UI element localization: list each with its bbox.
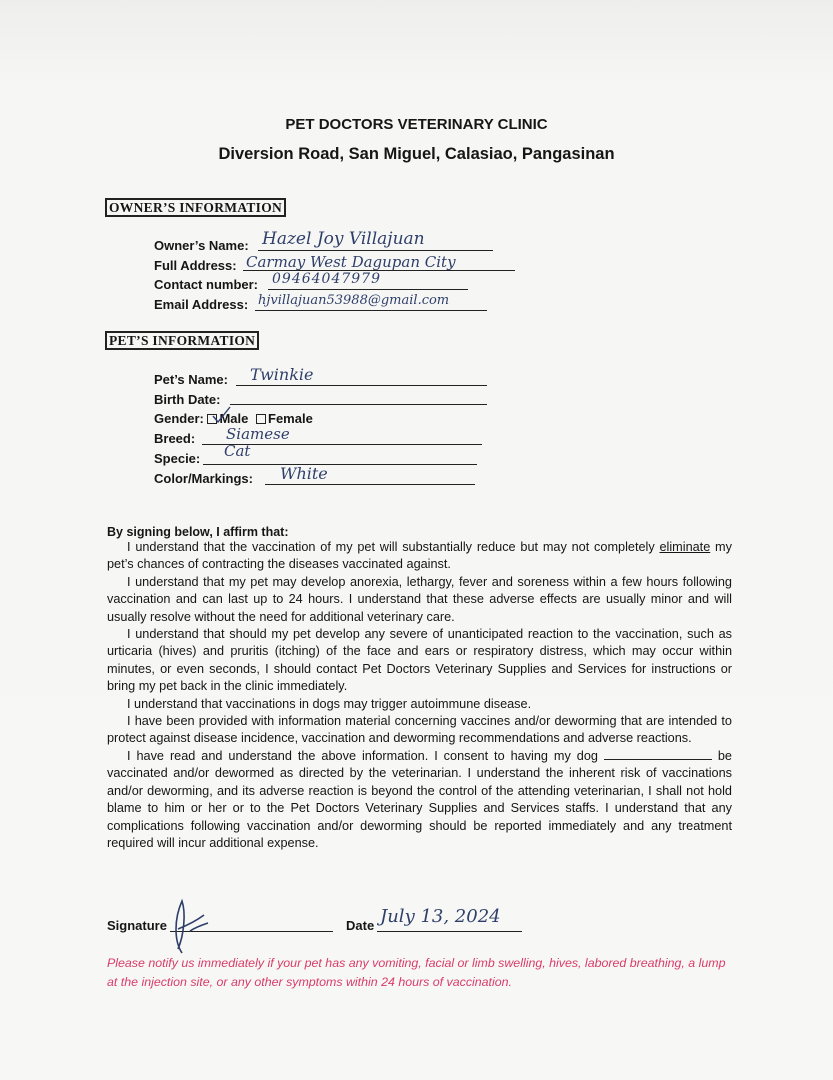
full-address-label: Full Address: [154,258,237,273]
dog-name-blank[interactable] [604,748,712,760]
contact-number-label: Contact number: [154,277,258,292]
date-label: Date [346,918,375,933]
owner-name-line [258,250,493,251]
pet-name-value[interactable]: Twinkie [250,365,314,384]
breed-label: Breed: [154,431,196,446]
affirm-paragraph-4: I understand that vaccinations in dogs may trigger autoimmune disease. [127,696,532,711]
specie-value[interactable]: Cat [224,442,251,460]
color-markings-value[interactable]: White [280,464,328,483]
gender-male-label: Male [219,411,249,426]
clinic-name: PET DOCTORS VETERINARY CLINIC [285,116,548,133]
color-markings-line [265,484,475,485]
symptom-notice: Please notify us immediately if your pet has any vomiting, facial or limb swelling, hives, labored breathing, a lump at the injection site, or any other symptoms within 24 hours of vaccination. [107,956,726,989]
birth-date-line [230,404,487,405]
contact-number-line [268,289,468,290]
check-mark-icon [210,405,232,425]
contact-number-value[interactable]: 09464047979 [272,271,381,287]
breed-value[interactable]: Siamese [226,425,290,443]
owner-name-value[interactable]: Hazel Joy Villajuan [262,229,425,249]
gender-female-label: Female [268,411,313,426]
owner-section-heading: OWNER’S INFORMATION [105,198,286,217]
affirm-paragraph-5: I have been provided with information material concerning vaccines and/or deworming that are intended to protect against disease incidence, vaccination and deworming recommendations and adverse reactions. [107,714,732,746]
email-address-value[interactable]: hjvillajuan53988@gmail.com [258,293,450,308]
pet-name-line [236,385,487,386]
affirm-paragraph-3: I understand that should my pet develop any severe of unanticipated reaction to the vaccination, such as urticaria (hives) and pruritis (itching) of the face and ears or respiratory distress, which may occur within minutes, or even seconds, I should contact Pet Doctors Veterinary Supplies and Services for instructions or bring my pet back in the clinic immediately. [107,627,732,694]
full-address-value[interactable]: Carmay West Dagupan City [246,253,456,271]
affirm-paragraph-2: I understand that my pet may develop anorexia, lethargy, fever and soreness within a few hours following vaccination and can last up to 24 hours. I understand that these adverse effects are usually minor and will usually resolve without the need for additional veterinary care. [107,574,732,624]
clinic-address: Diversion Road, San Miguel, Calasiao, Pangasinan [218,145,615,163]
pet-section-heading: PET’S INFORMATION [105,331,259,350]
signature-label: Signature [107,918,167,933]
affirmation-body [107,539,732,852]
date-line [377,931,522,932]
affirm-heading: By signing below, I affirm that: [107,525,289,539]
signature-scribble-icon [160,895,220,957]
specie-label: Specie: [154,451,201,466]
specie-line [203,464,477,465]
birth-date-label: Birth Date: [154,392,221,407]
date-value[interactable]: July 13, 2024 [380,906,501,927]
color-markings-label: Color/Markings: [154,471,253,486]
affirm-paragraph-6: I have read and understand the above information. I consent to having my dog be vaccinated and/or dewormed as directed by the veterinarian. I understand the inherent risk of vaccinations and/or deworming, and its adverse reaction is beyond the control of the attending veterinarian, I shall not hold blame to him or her or to the Pet Doctors Veterinary Supplies and Services staffs. I understand that any complications following vaccination and/or deworming should be reported immediately and any treatment required will incur additional expense. [107,748,732,850]
pet-name-label: Pet’s Name: [154,372,228,387]
email-address-label: Email Address: [154,297,249,312]
gender-female-checkbox[interactable] [256,414,266,424]
gender-label: Gender: [154,411,204,426]
affirm-paragraph-1: I understand that the vaccination of my pet will substantially reduce but may not completely eliminate my pet’s chances of contracting the diseases vaccinated against. [107,540,732,572]
owner-name-label: Owner’s Name: [154,238,249,253]
email-address-line [255,310,487,311]
